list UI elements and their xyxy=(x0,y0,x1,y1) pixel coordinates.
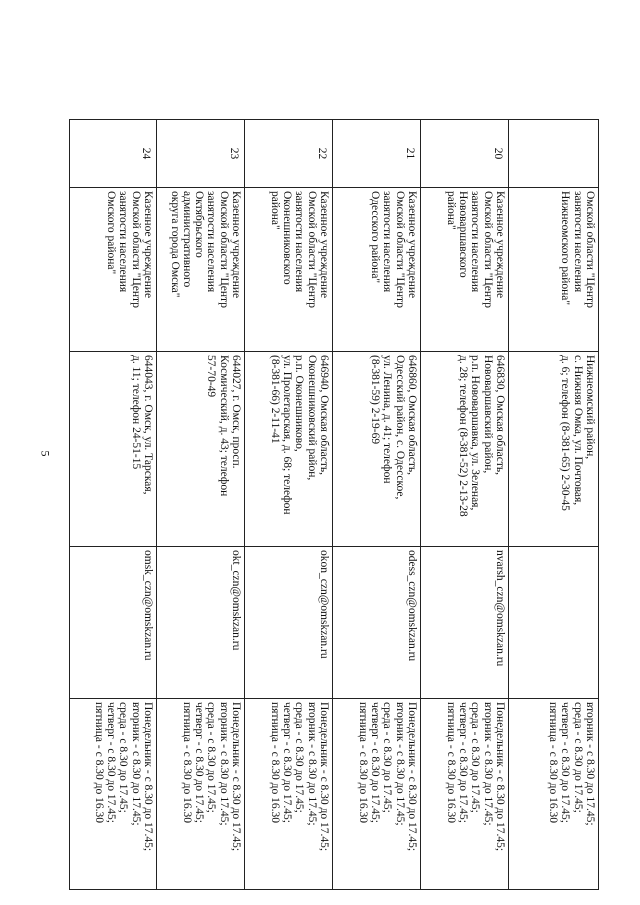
name-line: Казенное учреждение xyxy=(406,191,418,299)
table-row xyxy=(245,120,333,890)
email-cell xyxy=(157,547,245,699)
name-line: Омской области "Центр xyxy=(129,191,142,308)
name-line: Омской области "Центр xyxy=(305,191,318,308)
name-line: Омской области "Центр xyxy=(481,191,494,308)
name-line: занятости населения xyxy=(381,191,394,293)
name-line: района" xyxy=(268,191,281,230)
name-line: занятости населения xyxy=(117,191,130,293)
name-line: Оконешниковского xyxy=(281,191,294,285)
address-cell xyxy=(421,352,509,547)
table-row xyxy=(70,120,157,890)
address-line: д. 11; телефон 24-51-15 xyxy=(129,355,142,470)
address-line: р.п. Оконешниково, xyxy=(293,355,306,452)
hours-line: среда - с 8.30 до 17.45; xyxy=(205,702,218,813)
address-line: Нововаршавский район, xyxy=(481,355,494,474)
row-number-cell: 24 xyxy=(70,120,157,188)
address-line: 646830, Омская область, xyxy=(494,355,506,476)
name-line: Омской области "Центр xyxy=(217,191,230,308)
name-line: административного xyxy=(180,191,193,288)
email-link[interactable]: okt_czn@omskzan.ru xyxy=(230,550,242,651)
name-cell xyxy=(157,188,245,352)
hours-line: Понедельник - с 8.30 до 17.45; xyxy=(494,702,506,852)
address-line: Космический, д. 43; телефон xyxy=(217,355,230,497)
address-line: 57-70-49 xyxy=(205,355,218,398)
hours-line: пятница - с 8.30 до 16.30 xyxy=(92,702,105,823)
address-cell xyxy=(70,352,157,547)
hours-line: четверг - с 8.30 до 17.45; xyxy=(457,702,470,823)
hours-line: вторник - с 8.30 до 17.45; xyxy=(481,702,494,826)
name-line: Одесского района" xyxy=(369,191,382,284)
email-link[interactable]: okon_czn@omskzan.ru xyxy=(318,550,330,659)
hours-cell xyxy=(421,699,509,890)
address-line: (8-381-59) 2-19-69 xyxy=(369,355,382,445)
hours-line: среда - с 8.30 до 17.45; xyxy=(381,702,394,813)
name-line: Казенное учреждение xyxy=(318,191,330,299)
name-line: занятости населения xyxy=(469,191,482,293)
address-cell xyxy=(245,352,333,547)
email-link[interactable]: nvarsh_czn@omskzan.ru xyxy=(494,550,506,667)
hours-line: пятница - с 8.30 до 16.30 xyxy=(180,702,193,823)
hours-line: Понедельник - с 8.30 до 17.45; xyxy=(142,702,154,852)
name-line: Нижнеомского района" xyxy=(559,191,572,306)
address-line: д. 28; телефон (8-381-52) 2-13-28 xyxy=(457,355,470,517)
address-line: Нижнеомский район, xyxy=(584,355,596,460)
name-line: Казенное учреждение xyxy=(494,191,506,299)
address-line: (8-381-66) 2-11-41 xyxy=(268,355,281,444)
hours-line: пятница - с 8.30 до 16.30 xyxy=(356,702,369,823)
address-line: ул. Ленина, д. 41; телефон xyxy=(381,355,394,484)
table-row xyxy=(509,120,599,890)
name-line: Омской области "Центр xyxy=(393,191,406,308)
hours-line: вторник - с 8.30 до 17.45; xyxy=(305,702,318,826)
rotated-table-container xyxy=(70,119,599,889)
hours-line: четверг - с 8.30 до 17.45; xyxy=(369,702,382,823)
hours-line: пятница - с 8.30 до 16.30 xyxy=(444,702,457,823)
name-cell xyxy=(245,188,333,352)
hours-line: четверг - с 8.30 до 17.45; xyxy=(281,702,294,823)
row-number-cell: 22 xyxy=(245,120,333,188)
hours-line: вторник - с 8.30 до 17.45; xyxy=(217,702,230,826)
name-line: Омского района" xyxy=(105,191,118,275)
row-number-cell: 21 xyxy=(333,120,421,188)
email-cell xyxy=(333,547,421,699)
name-line: занятости населения xyxy=(571,191,584,293)
address-line: ул. Пролетарская, д. 68; телефон xyxy=(281,355,294,515)
name-line: района" xyxy=(444,191,457,230)
name-line: занятости населения xyxy=(205,191,218,293)
name-line: Нововаршавского xyxy=(457,191,470,278)
hours-line: Понедельник - с 8.30 до 17.45; xyxy=(318,702,330,852)
address-line: р.п. Нововаршавка, ул. Зеленая, xyxy=(469,355,482,511)
address-cell xyxy=(333,352,421,547)
email-cell xyxy=(509,547,599,699)
email-cell xyxy=(421,547,509,699)
table-row xyxy=(421,120,509,890)
address-line: Одесский район, с. Одесское, xyxy=(393,355,406,500)
name-cell xyxy=(421,188,509,352)
address-line: д. 6; телефон (8-381-65) 2-30-45 xyxy=(559,355,572,511)
row-number-cell: 23 xyxy=(157,120,245,188)
row-number-cell: 20 xyxy=(421,120,509,188)
address-cell xyxy=(509,352,599,547)
hours-line: среда - с 8.30 до 17.45; xyxy=(571,702,584,813)
hours-line: вторник - с 8.30 до 17.45; xyxy=(129,702,142,826)
name-cell xyxy=(70,188,157,352)
hours-cell xyxy=(509,699,599,890)
address-line: 646940, Омская область, xyxy=(318,355,330,476)
hours-line: Понедельник - с 8.30 до 17.45; xyxy=(230,702,242,852)
address-line: 644027, г. Омск, просп. xyxy=(230,355,242,469)
email-link[interactable]: omsk_czn@omskzan.ru xyxy=(142,550,154,661)
email-cell xyxy=(245,547,333,699)
name-cell xyxy=(509,188,599,352)
hours-cell xyxy=(245,699,333,890)
hours-line: пятница - с 8.30 до 16.30 xyxy=(547,702,560,823)
row-number-cell xyxy=(509,120,599,188)
hours-line: среда - с 8.30 до 17.45; xyxy=(293,702,306,813)
name-line: занятости населения xyxy=(293,191,306,293)
name-line: Казенное учреждение xyxy=(230,191,242,299)
name-line: Казенное учреждение xyxy=(142,191,154,299)
table-row xyxy=(333,120,421,890)
address-line: с. Нижняя Омка, ул. Почтовая, xyxy=(571,355,584,506)
hours-line: вторник - с 8.30 до 17.45; xyxy=(584,702,596,826)
address-cell xyxy=(157,352,245,547)
hours-line: среда - с 8.30 до 17.45; xyxy=(117,702,130,813)
hours-line: четверг - с 8.30 до 17.45; xyxy=(105,702,118,823)
hours-cell xyxy=(70,699,157,890)
address-line: 644043, г. Омск, ул. Тарская, xyxy=(142,355,154,495)
name-line: округа города Омска" xyxy=(168,191,181,298)
table-row xyxy=(157,120,245,890)
name-cell xyxy=(333,188,421,352)
hours-line: четверг - с 8.30 до 17.45; xyxy=(559,702,572,823)
employment-centers-table xyxy=(69,119,599,890)
hours-line: среда - с 8.30 до 17.45; xyxy=(469,702,482,813)
hours-line: вторник - с 8.30 до 17.45; xyxy=(393,702,406,826)
hours-line: пятница - с 8.30 до 16.30 xyxy=(268,702,281,823)
address-line: Оконешниковский район, xyxy=(305,355,318,481)
email-link[interactable]: odess_czn@omskzan.ru xyxy=(406,550,418,662)
email-cell xyxy=(70,547,157,699)
name-line: Омской области "Центр xyxy=(584,191,596,308)
hours-cell xyxy=(333,699,421,890)
table-body xyxy=(70,120,599,890)
hours-cell xyxy=(157,699,245,890)
hours-line: Понедельник - с 8.30 до 17.45; xyxy=(406,702,418,852)
address-line: 646860, Омская область, xyxy=(406,355,418,476)
page-number: 5 xyxy=(38,450,53,457)
hours-line: четверг - с 8.30 до 17.45; xyxy=(193,702,206,823)
name-line: Октябрьского xyxy=(193,191,206,258)
